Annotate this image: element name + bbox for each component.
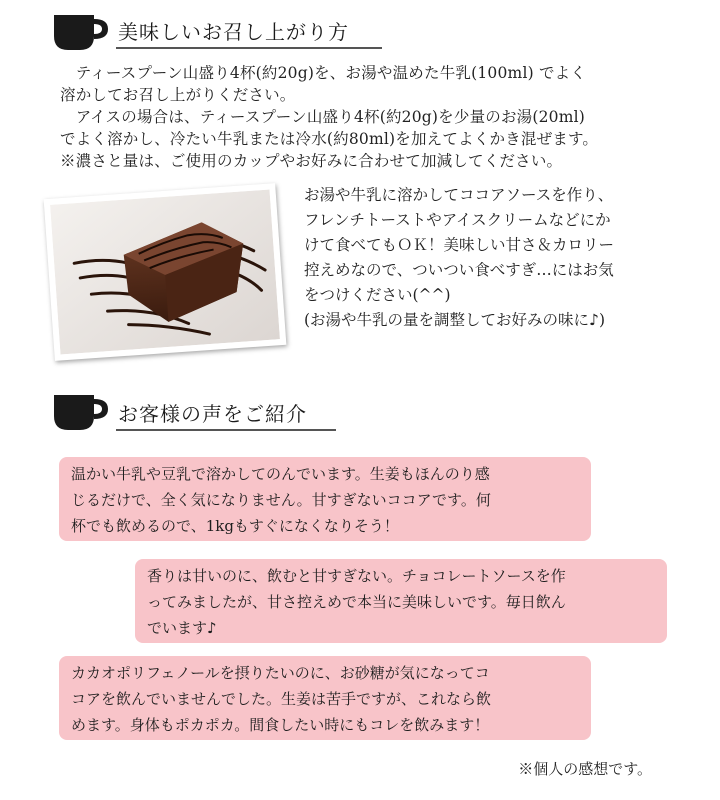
serving-tip-text: [304, 183, 684, 333]
tip-line: をつけください(^^): [304, 286, 451, 304]
section-title: お客様の声をご紹介: [118, 402, 307, 426]
tip-line: お湯や牛乳に溶かしてココアソースを作り、: [304, 186, 614, 204]
testimonial-line: 香りは甘いのに、飲むと甘すぎない。チョコレートソースを作: [147, 567, 566, 585]
tip-line: けて食べてもＯＫ！美味しい甘さ＆カロリー: [304, 236, 615, 254]
testimonial-bubble: [59, 457, 591, 541]
testimonial-line: 杯でも飲めるので、1kgもすぐになくなりそう！: [71, 517, 399, 535]
testimonial-bubble: [135, 559, 667, 643]
instruction-line: でよく溶かし、冷たい牛乳または冷水(約80ml)を加えてよくかき混ぜます。: [60, 130, 599, 148]
title-underline: [116, 47, 382, 49]
testimonial-line: コアを飲んでいませんでした。生姜は苦手ですが、これなら飲: [71, 690, 492, 708]
testimonial-line: 温かい牛乳や豆乳で溶かしてのんでいます。生姜もほんのり感: [71, 465, 490, 483]
section-title: 美味しいお召し上がり方: [118, 20, 349, 44]
footnote-disclaimer: ※個人の感想です。: [518, 760, 652, 778]
instruction-line: アイスの場合は、ティースプーン山盛り4杯(約20g)を少量のお湯(20ml): [60, 108, 586, 126]
tip-line: フレンチトーストやアイスクリームなどにか: [304, 211, 611, 229]
brownie-image: [50, 190, 280, 355]
instructions-text: [60, 62, 670, 172]
instruction-line: ※濃さと量は、ご使用のカップやお好みに合わせて加減してください。: [60, 152, 563, 170]
tip-line: (お湯や牛乳の量を調整してお好みの味に♪): [304, 311, 605, 329]
section-heading-reviews: [52, 392, 352, 432]
coffee-cup-icon: [52, 12, 110, 52]
coffee-cup-icon: [52, 392, 110, 432]
testimonial-line: カカオポリフェノールを摂りたいのに、お砂糖が気になってコ: [71, 664, 490, 682]
testimonial-line: じるだけで、全く気になりません。甘すぎないココアです。何: [71, 491, 491, 509]
instruction-line: ティースプーン山盛り4杯(約20g)を、お湯や温めた牛乳(100ml) でよく: [60, 64, 587, 82]
testimonial-line: でいます♪: [147, 619, 217, 637]
testimonial-bubble: [59, 656, 591, 740]
tip-line: 控えめなので、ついつい食べすぎ…にはお気: [304, 261, 614, 279]
section-heading-serving: [52, 12, 392, 52]
instruction-line: 溶かしてお召し上がりください。: [60, 86, 296, 104]
testimonial-line: ってみましたが、甘さ控えめで本当に美味しいです。毎日飲ん: [147, 593, 566, 611]
title-underline: [116, 429, 336, 431]
testimonial-line: めます。身体もポカポカ。間食したい時にもコレを飲みます！: [71, 716, 490, 734]
brownie-photo: [44, 183, 287, 361]
